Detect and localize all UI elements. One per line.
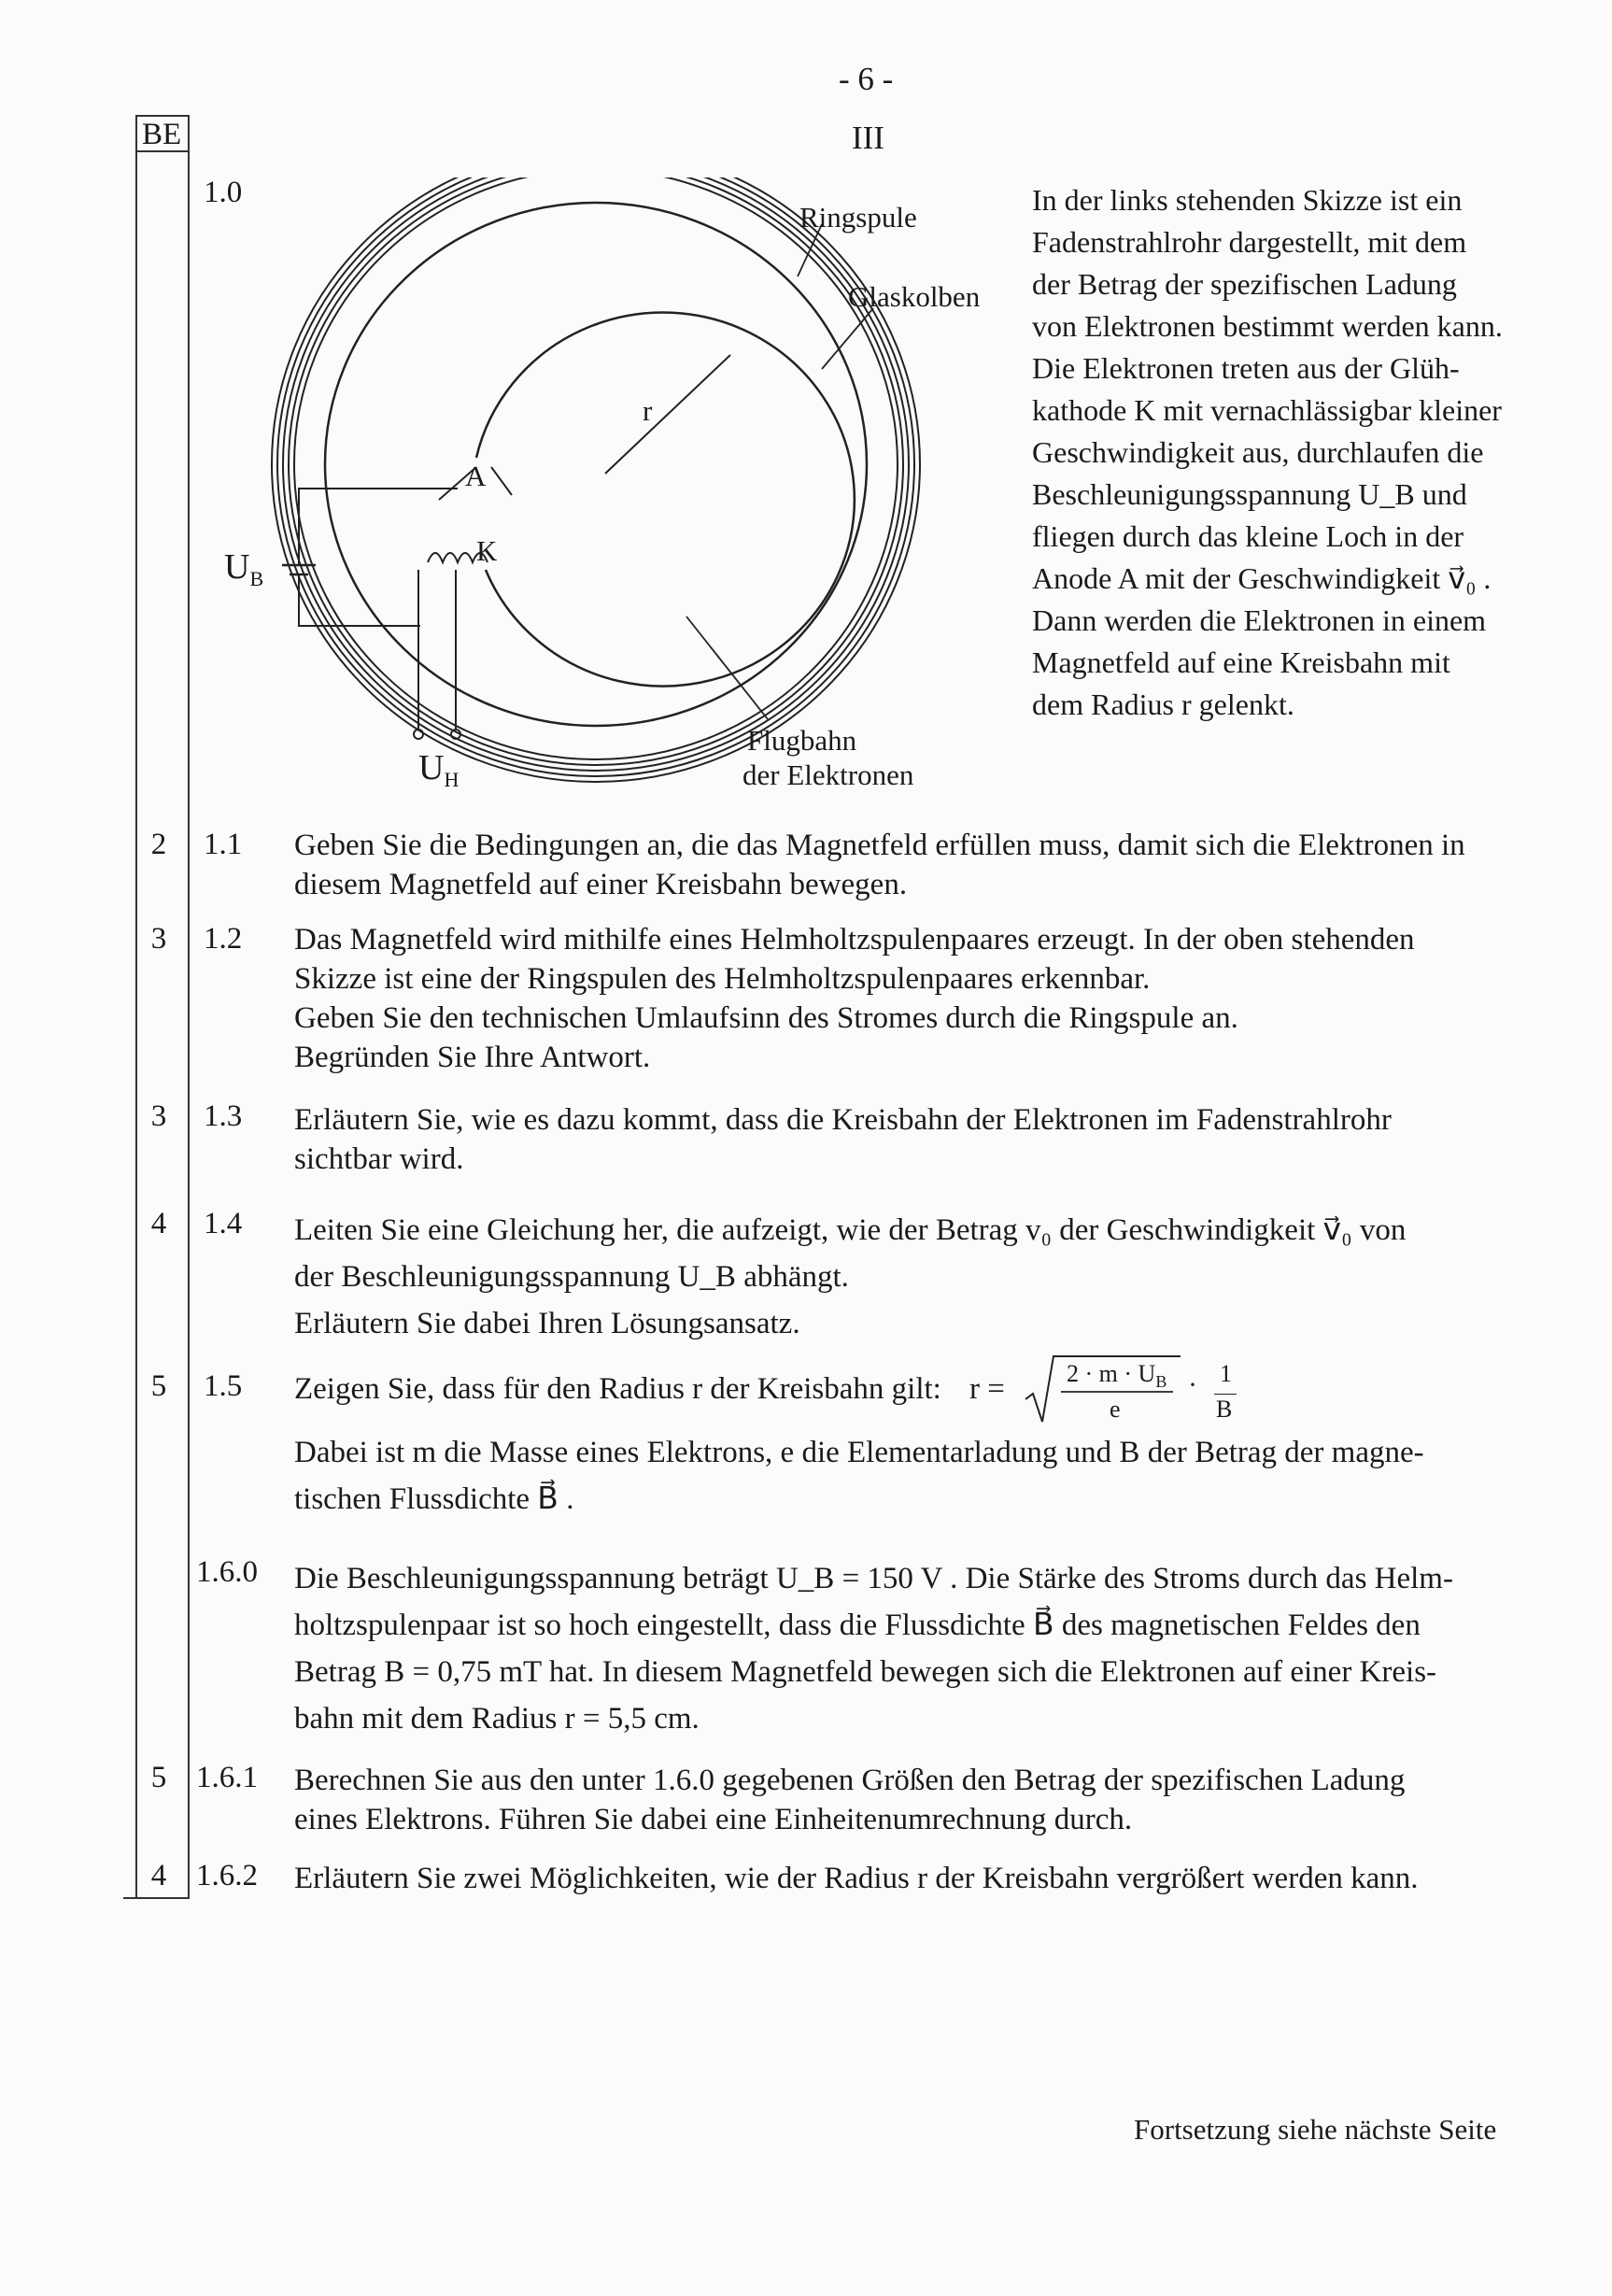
formula-numerator-sub: B	[1155, 1372, 1167, 1391]
formula-frac2-bar	[1214, 1394, 1237, 1395]
intro-line: von Elektronen bestimmt werden kann.	[1032, 309, 1503, 343]
section-title: III	[852, 120, 884, 156]
task-text	[294, 1207, 1564, 1347]
task-number: 1.5	[204, 1369, 243, 1403]
electron-path	[476, 313, 855, 687]
ub-wire-bottom	[299, 574, 420, 626]
intro-line: In der links stehenden Skizze ist ein	[1032, 183, 1463, 217]
task-line: Erläutern Sie zwei Möglichkeiten, wie der Radius r der Kreisbahn vergrößert werden kann.	[294, 1862, 1419, 1895]
be-column-left-rule	[135, 152, 137, 1899]
label-uh-sub: H	[444, 768, 460, 791]
intro-line: Die Elektronen treten aus der Glüh-	[1032, 351, 1460, 385]
task-line: Leiten Sie eine Gleichung her, die aufzeigt, wie der Betrag v₀ der Geschwindigkeit v⃗₀ von	[294, 1213, 1407, 1247]
fadenstrahlrohr-diagram	[215, 177, 1037, 822]
intro-line: kathode K mit vernachlässigbar kleiner	[1032, 393, 1502, 427]
task-line: sichtbar wird.	[294, 1142, 464, 1176]
label-ringspule: Ringspule	[799, 201, 917, 234]
task-number: 1.6.2	[196, 1859, 258, 1892]
anode-right	[491, 467, 512, 495]
task-line: Das Magnetfeld wird mithilfe eines Helmholtzspulenpaares erzeugt. In der oben stehenden	[294, 923, 1415, 957]
task-line: Erläutern Sie, wie es dazu kommt, dass die Kreisbahn der Elektronen im Fadenstrahlrohr	[294, 1103, 1392, 1137]
task-text	[294, 1100, 1564, 1179]
ring-coil-4	[289, 177, 903, 765]
label-cathode: K	[476, 534, 498, 567]
label-ub	[224, 546, 263, 588]
task-line: tischen Flussdichte B⃗ .	[294, 1482, 574, 1516]
formula-dot: ·	[1188, 1369, 1197, 1400]
task-text	[294, 920, 1564, 1077]
ring-coil-2	[277, 177, 914, 776]
intro-line: fliegen durch das kleine Loch in der	[1032, 519, 1464, 553]
task-line: Die Beschleunigungsspannung beträgt U_B = 150 V . Die Stärke des Stroms durch das Helm-	[294, 1562, 1453, 1595]
intro-text	[1032, 179, 1555, 726]
task-line: eines Elektrons. Führen Sie dabei eine Einheitenumrechnung durch.	[294, 1803, 1133, 1836]
task-line: Erläutern Sie dabei Ihren Lösungsansatz.	[294, 1307, 800, 1340]
intro-line: Geschwindigkeit aus, durchlaufen die	[1032, 435, 1484, 469]
radius-line	[605, 355, 730, 474]
be-points: 3	[150, 922, 167, 956]
label-radius: r	[643, 394, 653, 427]
be-points: 4	[150, 1859, 167, 1892]
intro-line: Magnetfeld auf eine Kreisbahn mit	[1032, 645, 1450, 679]
task-line: Skizze ist eine der Ringspulen des Helmholtzspulenpaares erkennbar.	[294, 962, 1151, 996]
task-line: Geben Sie die Bedingungen an, die das Magnetfeld erfüllen muss, damit sich die Elektronen in	[294, 829, 1465, 862]
glaskolben-leader	[822, 308, 873, 369]
be-points: 2	[150, 828, 167, 861]
be-column-bottom-rule	[123, 1897, 190, 1899]
intro-line: Fadenstrahlrohr dargestellt, mit dem	[1032, 225, 1467, 259]
task-line: Begründen Sie Ihre Antwort.	[294, 1041, 651, 1074]
intro-number: 1.0	[204, 176, 243, 209]
ring-coil-3	[283, 177, 909, 771]
label-ub-main: U	[224, 547, 250, 587]
task-line: Dabei ist m die Masse eines Elektrons, e die Elementarladung und B der Betrag der magne-	[294, 1436, 1424, 1469]
task-line: holtzspulenpaar ist so hoch eingestellt, dass die Flussdichte B⃗ des magnetischen Feldes den	[294, 1609, 1421, 1642]
task-line: der Beschleunigungsspannung U_B abhängt.	[294, 1260, 849, 1294]
task-line: Betrag B = 0,75 mT hat. In diesem Magnetfeld bewegen sich die Elektronen auf einer Kreis-	[294, 1655, 1437, 1689]
label-flugbahn-2: der Elektronen	[742, 758, 914, 791]
formula-frac2-num: 1	[1220, 1360, 1232, 1387]
radius-formula	[969, 1353, 1278, 1427]
formula-denominator: e	[1110, 1396, 1121, 1423]
task-line: Zeigen Sie, dass für den Radius r der Kreisbahn gilt:	[294, 1372, 941, 1406]
task-line: diesem Magnetfeld auf einer Kreisbahn bewegen.	[294, 868, 908, 901]
label-ub-sub: B	[249, 567, 264, 590]
formula-numerator-main: 2 · m · U	[1067, 1360, 1156, 1387]
task-line: Berechnen Sie aus den unter 1.6.0 gegebenen Größen den Betrag der spezifischen Ladung	[294, 1764, 1406, 1797]
task-line: Geben Sie den technischen Umlaufsinn des Stromes durch die Ringspule an.	[294, 1001, 1238, 1035]
task-line: bahn mit dem Radius r = 5,5 cm.	[294, 1702, 700, 1736]
be-column-right-rule	[188, 152, 190, 1899]
task-number: 1.2	[204, 922, 243, 956]
task-number: 1.6.1	[196, 1761, 258, 1794]
label-uh-main: U	[418, 748, 445, 787]
formula-lhs: r =	[969, 1372, 1005, 1406]
formula-numerator	[1067, 1360, 1167, 1391]
label-anode: A	[465, 460, 487, 492]
intro-line: der Betrag der spezifischen Ladung	[1032, 267, 1457, 301]
ring-coil-5	[294, 177, 898, 759]
intro-line: dem Radius r gelenkt.	[1032, 687, 1294, 721]
task-text	[294, 1761, 1564, 1839]
task-text	[294, 826, 1564, 904]
task-text	[294, 1555, 1564, 1742]
page-number: - 6 -	[839, 61, 894, 97]
intro-line: Beschleunigungsspannung U_B und	[1032, 477, 1467, 511]
label-uh	[418, 747, 460, 791]
task-text	[294, 1859, 1564, 1898]
glass-bulb	[325, 203, 867, 726]
intro-line: Dann werden die Elektronen in einem	[1032, 603, 1487, 637]
be-points: 5	[150, 1761, 167, 1794]
formula-frac2-den: B	[1216, 1396, 1233, 1423]
intro-line: Anode A mit der Geschwindigkeit v⃗₀ .	[1032, 561, 1492, 595]
task-text	[294, 1429, 1564, 1523]
label-glaskolben: Glaskolben	[848, 280, 981, 313]
be-label: BE	[142, 118, 182, 151]
label-flugbahn-1: Flugbahn	[747, 724, 857, 757]
flugbahn-leader	[686, 617, 768, 719]
be-points: 3	[150, 1099, 167, 1133]
task-number: 1.1	[204, 828, 243, 861]
ring-coil-1	[272, 177, 920, 782]
be-points: 4	[150, 1207, 167, 1240]
be-points: 5	[150, 1369, 167, 1403]
task-number: 1.6.0	[196, 1555, 258, 1589]
footer-continuation: Fortsetzung siehe nächste Seite	[1134, 2113, 1497, 2146]
task-number: 1.3	[204, 1099, 243, 1133]
task-number: 1.4	[204, 1207, 243, 1240]
